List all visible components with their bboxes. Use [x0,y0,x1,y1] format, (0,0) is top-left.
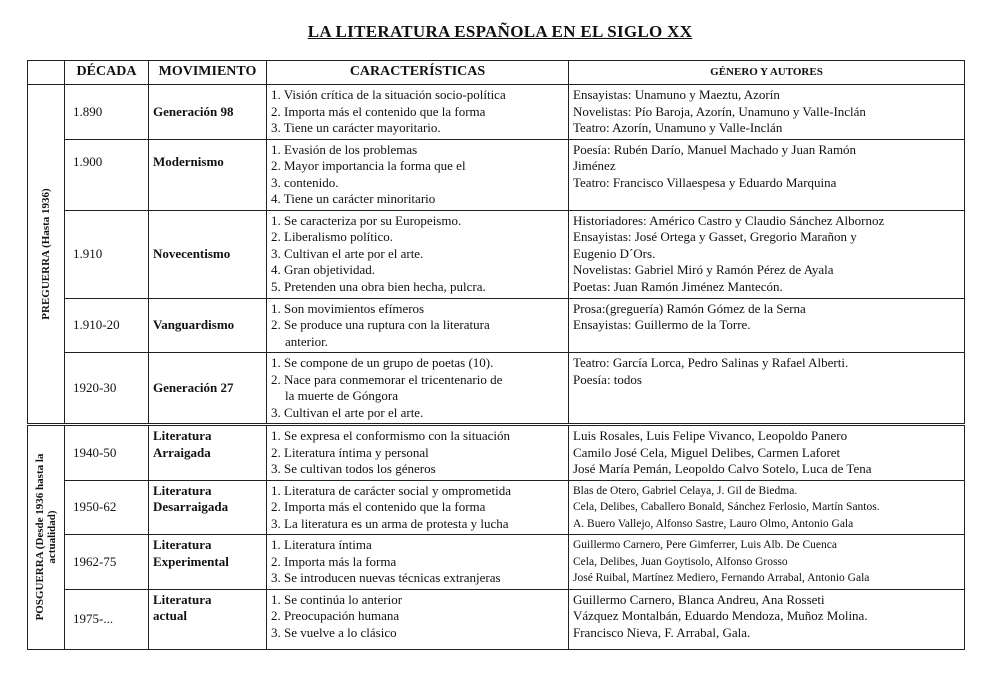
decade-cell: 1950-62 [65,480,149,535]
characteristic-line: 3. contenido. [271,174,339,190]
characteristic-line: 2. Preocupación humana [271,608,400,623]
era-posguerra-line: POSGUERRA (Desde 1936 hasta la [34,453,46,621]
authors-cell [569,425,965,481]
author-line: Vázquez Montalbán, Eduardo Mendoza, Muñoz Molina. [573,608,868,623]
header-corner [28,61,65,85]
author-line: Cela, Delibes, Juan Goytisolo, Alfonso Grosso [573,555,788,568]
movement-line: Desarraigada [153,499,229,514]
author-line: Poesía: Rubén Darío, Manuel Machado y Juan Ramón [573,141,857,157]
table-row [28,210,965,298]
author-line: Camilo José Cela, Miguel Delibes, Carmen Laforet [573,444,841,460]
movement-line: Novecentismo [153,245,231,261]
author-line: Francisco Nieva, F. Arrabal, Gala. [573,624,751,640]
era-posguerra-label [34,454,58,621]
decade-cell: 1975-... [65,589,149,649]
movement-line: Literatura [153,482,212,498]
characteristic-line: 1. Se continúa lo anterior [271,591,403,607]
table-row [28,353,965,425]
movement-line: Modernismo [153,153,224,169]
movement-line: actual [153,608,187,623]
author-line: Poetas: Juan Ramón Jiménez Mantecón. [573,278,783,294]
characteristic-line: 2. Importa más el contenido que la forma [271,103,486,119]
author-line: Ensayistas: Guillermo de la Torre. [573,317,751,332]
characteristic-line: 4. Tiene un carácter minoritario [271,191,436,206]
characteristic-line: 2. Nace para conmemorar el tricentenario de [271,371,503,387]
movement-line: Literatura [153,591,212,607]
author-line: Guillermo Carnero, Pere Gimferrer, Luis Alb. De Cuenca [573,539,837,551]
characteristic-line: 2. Literatura íntima y personal [271,444,429,460]
characteristic-line: 3. Cultivan el arte por el arte. [271,245,424,261]
movement-line: Literatura [153,428,212,443]
movement-cell [149,480,267,535]
characteristic-line: 3. Se vuelve a lo clásico [271,624,397,640]
characteristic-line: 1. Se caracteriza por su Europeismo. [271,212,462,228]
era-posguerra [28,425,65,650]
page-title: LA LITERATURA ESPAÑOLA EN EL SIGLO XX [307,22,693,41]
characteristic-line: anterior. [285,333,328,349]
characteristic-line: 1. Evasión de los problemas [271,141,418,157]
era-posguerra-line: actualidad) [46,510,58,564]
movement-cell [149,298,267,353]
table-row [28,85,965,140]
literature-table [27,60,965,650]
author-line: Historiadores: Américo Castro y Claudio Sánchez Albornoz [573,212,885,228]
author-line: Ensayistas: Unamuno y Maeztu, Azorín [573,87,780,102]
movement-cell [149,425,267,481]
author-line: Teatro: García Lorca, Pedro Salinas y Rafael Alberti. [573,355,849,370]
characteristic-line: 2. Mayor importancia la forma que el [271,158,466,173]
author-line: Guillermo Carnero, Blanca Andreu, Ana Rosseti [573,591,825,607]
characteristic-line: 2. Liberalismo político. [271,229,394,244]
author-line: Novelistas: Pío Baroja, Azorín, Unamuno y Valle-Inclán [573,103,866,119]
characteristic-line: 1. Literatura de carácter social y omprometida [271,482,512,498]
characteristic-line: 3. Cultivan el arte por el arte. [271,404,424,420]
characteristics-cell [267,85,569,140]
movement-line: Vanguardismo [153,317,235,332]
author-line: Teatro: Francisco Villaespesa y Eduardo Marquina [573,174,837,190]
decade-cell: 1940-50 [65,425,149,481]
characteristic-line: 1. Visión crítica de la situación socio-política [271,87,506,102]
author-line: Ensayistas: José Ortega y Gasset, Gregorio Marañon y [573,229,857,244]
movement-cell [149,139,267,210]
header-caracteristicas: CARACTERÍSTICAS [267,61,569,85]
authors-cell [569,535,965,590]
table-row [28,589,965,649]
author-line: Blas de Otero, Gabriel Celaya, J. Gil de Biedma. [573,484,798,497]
characteristic-line: 1. Son movimientos efímeros [271,300,425,316]
movement-line: Generación 27 [153,379,234,395]
decade-cell: 1962-75 [65,535,149,590]
characteristic-line: 3. Se cultivan todos los géneros [271,461,436,476]
movement-cell [149,210,267,298]
header-decada: DÉCADA [65,61,149,85]
authors-cell [569,139,965,210]
characteristics-cell [267,535,569,590]
authors-cell [569,210,965,298]
characteristic-line: 2. Importa más el contenido que la forma [271,499,486,514]
table-row [28,535,965,590]
decade-cell: 1.900 [65,139,149,210]
movement-cell [149,353,267,425]
authors-cell [569,589,965,649]
decade-cell: 1.890 [65,85,149,140]
characteristics-cell [267,139,569,210]
characteristics-cell [267,480,569,535]
era-preguerra [28,85,65,425]
characteristics-cell [267,298,569,353]
decade-cell: 1.910-20 [65,298,149,353]
authors-cell [569,480,965,535]
characteristic-line: 2. Importa más la forma [271,553,397,569]
header-genero: GÉNERO Y AUTORES [569,61,965,85]
characteristic-line: 1. Literatura íntima [271,537,372,552]
characteristic-line: 4. Gran objetividad. [271,262,375,277]
header-movimiento: MOVIMIENTO [149,61,267,85]
decade-cell: 1920-30 [65,353,149,425]
characteristics-cell [267,210,569,298]
decade-cell: 1.910 [65,210,149,298]
table-row [28,480,965,535]
author-line: Novelistas: Gabriel Miró y Ramón Pérez de Ayala [573,262,834,277]
author-line: A. Buero Vallejo, Alfonso Sastre, Lauro Olmo, Antonio Gala [573,517,854,530]
author-line: José Ruibal, Martínez Mediero, Fernando Arrabal, Antonio Gala [573,572,870,584]
author-line: José María Pemán, Leopoldo Calvo Sotelo, Luca de Tena [573,461,872,476]
table-row [28,298,965,353]
characteristics-cell [267,589,569,649]
characteristics-cell [267,425,569,481]
authors-cell [569,353,965,425]
characteristic-line: 3. La literatura es un arma de protesta y lucha [271,515,509,531]
characteristic-line: la muerte de Góngora [285,388,398,403]
table-row [28,139,965,210]
characteristic-line: 1. Se expresa el conformismo con la situación [271,428,510,443]
author-line: Prosa:(greguería) Ramón Gómez de la Serna [573,300,806,316]
movement-line: Literatura [153,537,212,552]
characteristic-line: 2. Se produce una ruptura con la literatura [271,317,490,332]
characteristic-line: 3. Se introducen nuevas técnicas extranjeras [271,570,501,585]
characteristic-line: 1. Se compone de un grupo de poetas (10). [271,355,494,370]
movement-line: Arraigada [153,444,211,460]
author-line: Teatro: Azorín, Unamuno y Valle-Inclán [573,120,783,135]
movement-cell [149,85,267,140]
characteristics-cell [267,353,569,425]
author-line: Luis Rosales, Luis Felipe Vivanco, Leopoldo Panero [573,428,848,443]
table-row [28,425,965,481]
movement-cell [149,535,267,590]
authors-cell [569,298,965,353]
characteristic-line: 3. Tiene un carácter mayoritario. [271,120,441,135]
era-preguerra-label: PREGUERRA (Hasta 1936) [40,188,52,320]
characteristic-line: 5. Pretenden una obra bien hecha, pulcra. [271,278,486,294]
author-line: Cela, Delibes, Caballero Bonald, Sánchez Ferlosio, Martín Santos. [573,501,880,513]
movement-line: Experimental [153,553,229,569]
movement-line: Generación 98 [153,103,234,119]
author-line: Jiménez [573,158,616,173]
author-line: Poesía: todos [573,371,642,387]
author-line: Eugenio D´Ors. [573,245,656,261]
authors-cell [569,85,965,140]
movement-cell [149,589,267,649]
